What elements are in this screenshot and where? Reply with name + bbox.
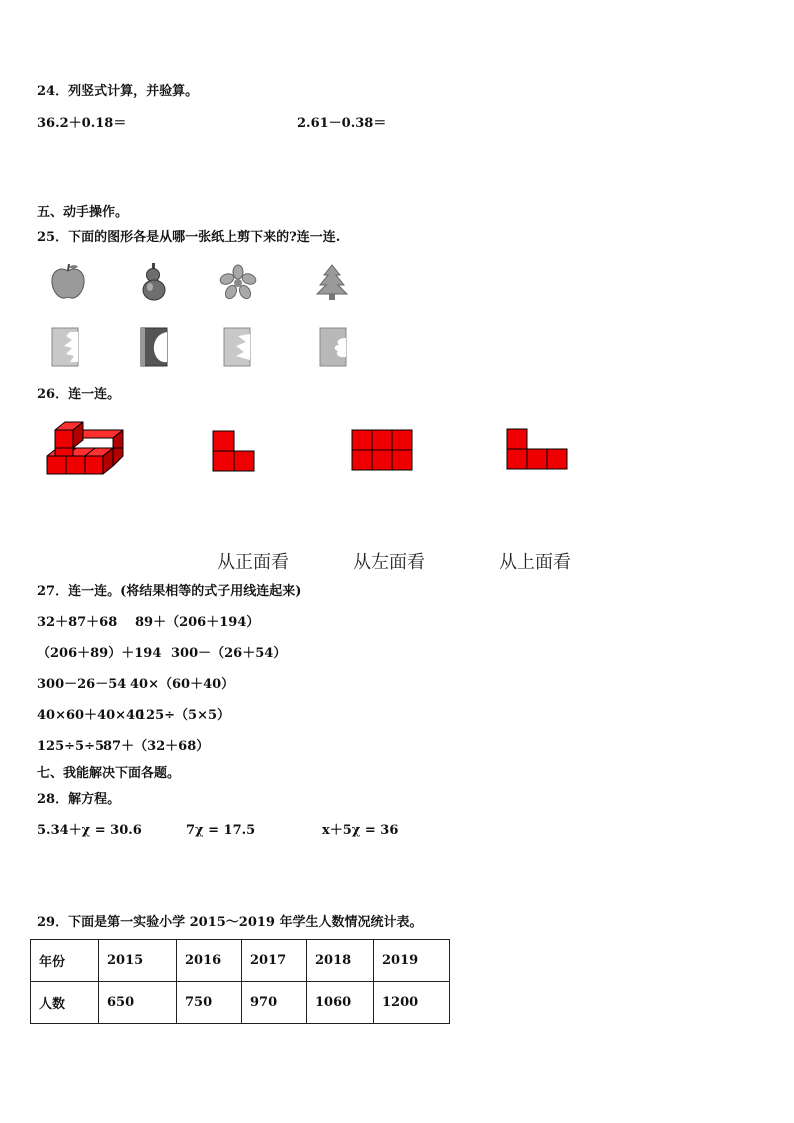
paper-flower-cut-icon [318,326,348,368]
cube-stack-3d [45,418,127,478]
q28-equation-2: 7χ = 17.5 [186,823,256,838]
table-cell: 750 [177,982,242,1024]
q27-left-expr: 40×60＋40×40 [37,708,145,723]
table-cell: 1200 [374,982,450,1024]
q24-expression-1: 36.2＋0.18＝ [37,116,127,131]
paper-round-cut-icon [139,326,169,368]
q27-right-expr: 300－（26＋54） [171,646,287,661]
table-cell: 1060 [307,982,374,1024]
student-count-table [30,939,450,1024]
q27-right-expr: 89＋（206＋194） [135,615,260,630]
q24-title: 24．列竖式计算，并验算。 [37,84,199,99]
q24-expression-2: 2.61－0.38＝ [297,116,387,131]
paper-tree-cut-icon [50,326,80,368]
table-cell: 970 [242,982,307,1024]
q27-left-expr: （206＋89）＋194 [37,646,162,661]
flower-icon [219,264,257,300]
table-row-count [31,982,450,1024]
q27-left-expr: 300－26－54 [37,677,127,692]
q27-left-expr: 125÷5÷5 [37,739,105,754]
view-label-top: 从上面看 [499,552,571,573]
q27-right-expr: 125÷（5×5） [137,708,231,723]
table-cell: 2017 [242,940,307,982]
q27-right-expr: 40×（60＋40） [130,677,235,692]
q25-title: 25．下面的图形各是从哪一张纸上剪下来的?连一连. [37,230,341,245]
section-7-title: 七、我能解决下面各题。 [37,766,181,781]
view-label-left: 从左面看 [353,552,425,573]
view-shape-long-l [506,428,568,470]
q28-equation-3: x＋5χ = 36 [322,823,399,838]
tree-icon [315,263,349,301]
apple-icon [48,262,88,302]
table-cell: 人数 [31,982,99,1024]
table-cell: 2019 [374,940,450,982]
table-row-year [31,940,450,982]
view-shape-l [212,430,256,472]
section-5-title: 五、动手操作。 [37,205,129,220]
table-cell: 2018 [307,940,374,982]
q27-left-expr: 32＋87＋68 [37,615,118,630]
q27-right-expr: 87＋（32＋68） [103,739,210,754]
gourd-icon [137,262,171,302]
table-cell: 2015 [99,940,177,982]
q28-title: 28．解方程。 [37,792,121,807]
view-shape-rect [351,429,413,471]
paper-zigzag-cut-icon [222,326,252,368]
q29-title: 29．下面是第一实验小学 2015～2019 年学生人数情况统计表。 [37,915,423,930]
table-cell: 2016 [177,940,242,982]
q27-title: 27．连一连。(将结果相等的式子用线连起来) [37,584,302,599]
view-label-front: 从正面看 [217,552,289,573]
table-cell: 年份 [31,940,99,982]
q28-equation-1: 5.34＋χ = 30.6 [37,823,142,838]
q26-title: 26．连一连。 [37,387,121,402]
table-cell: 650 [99,982,177,1024]
